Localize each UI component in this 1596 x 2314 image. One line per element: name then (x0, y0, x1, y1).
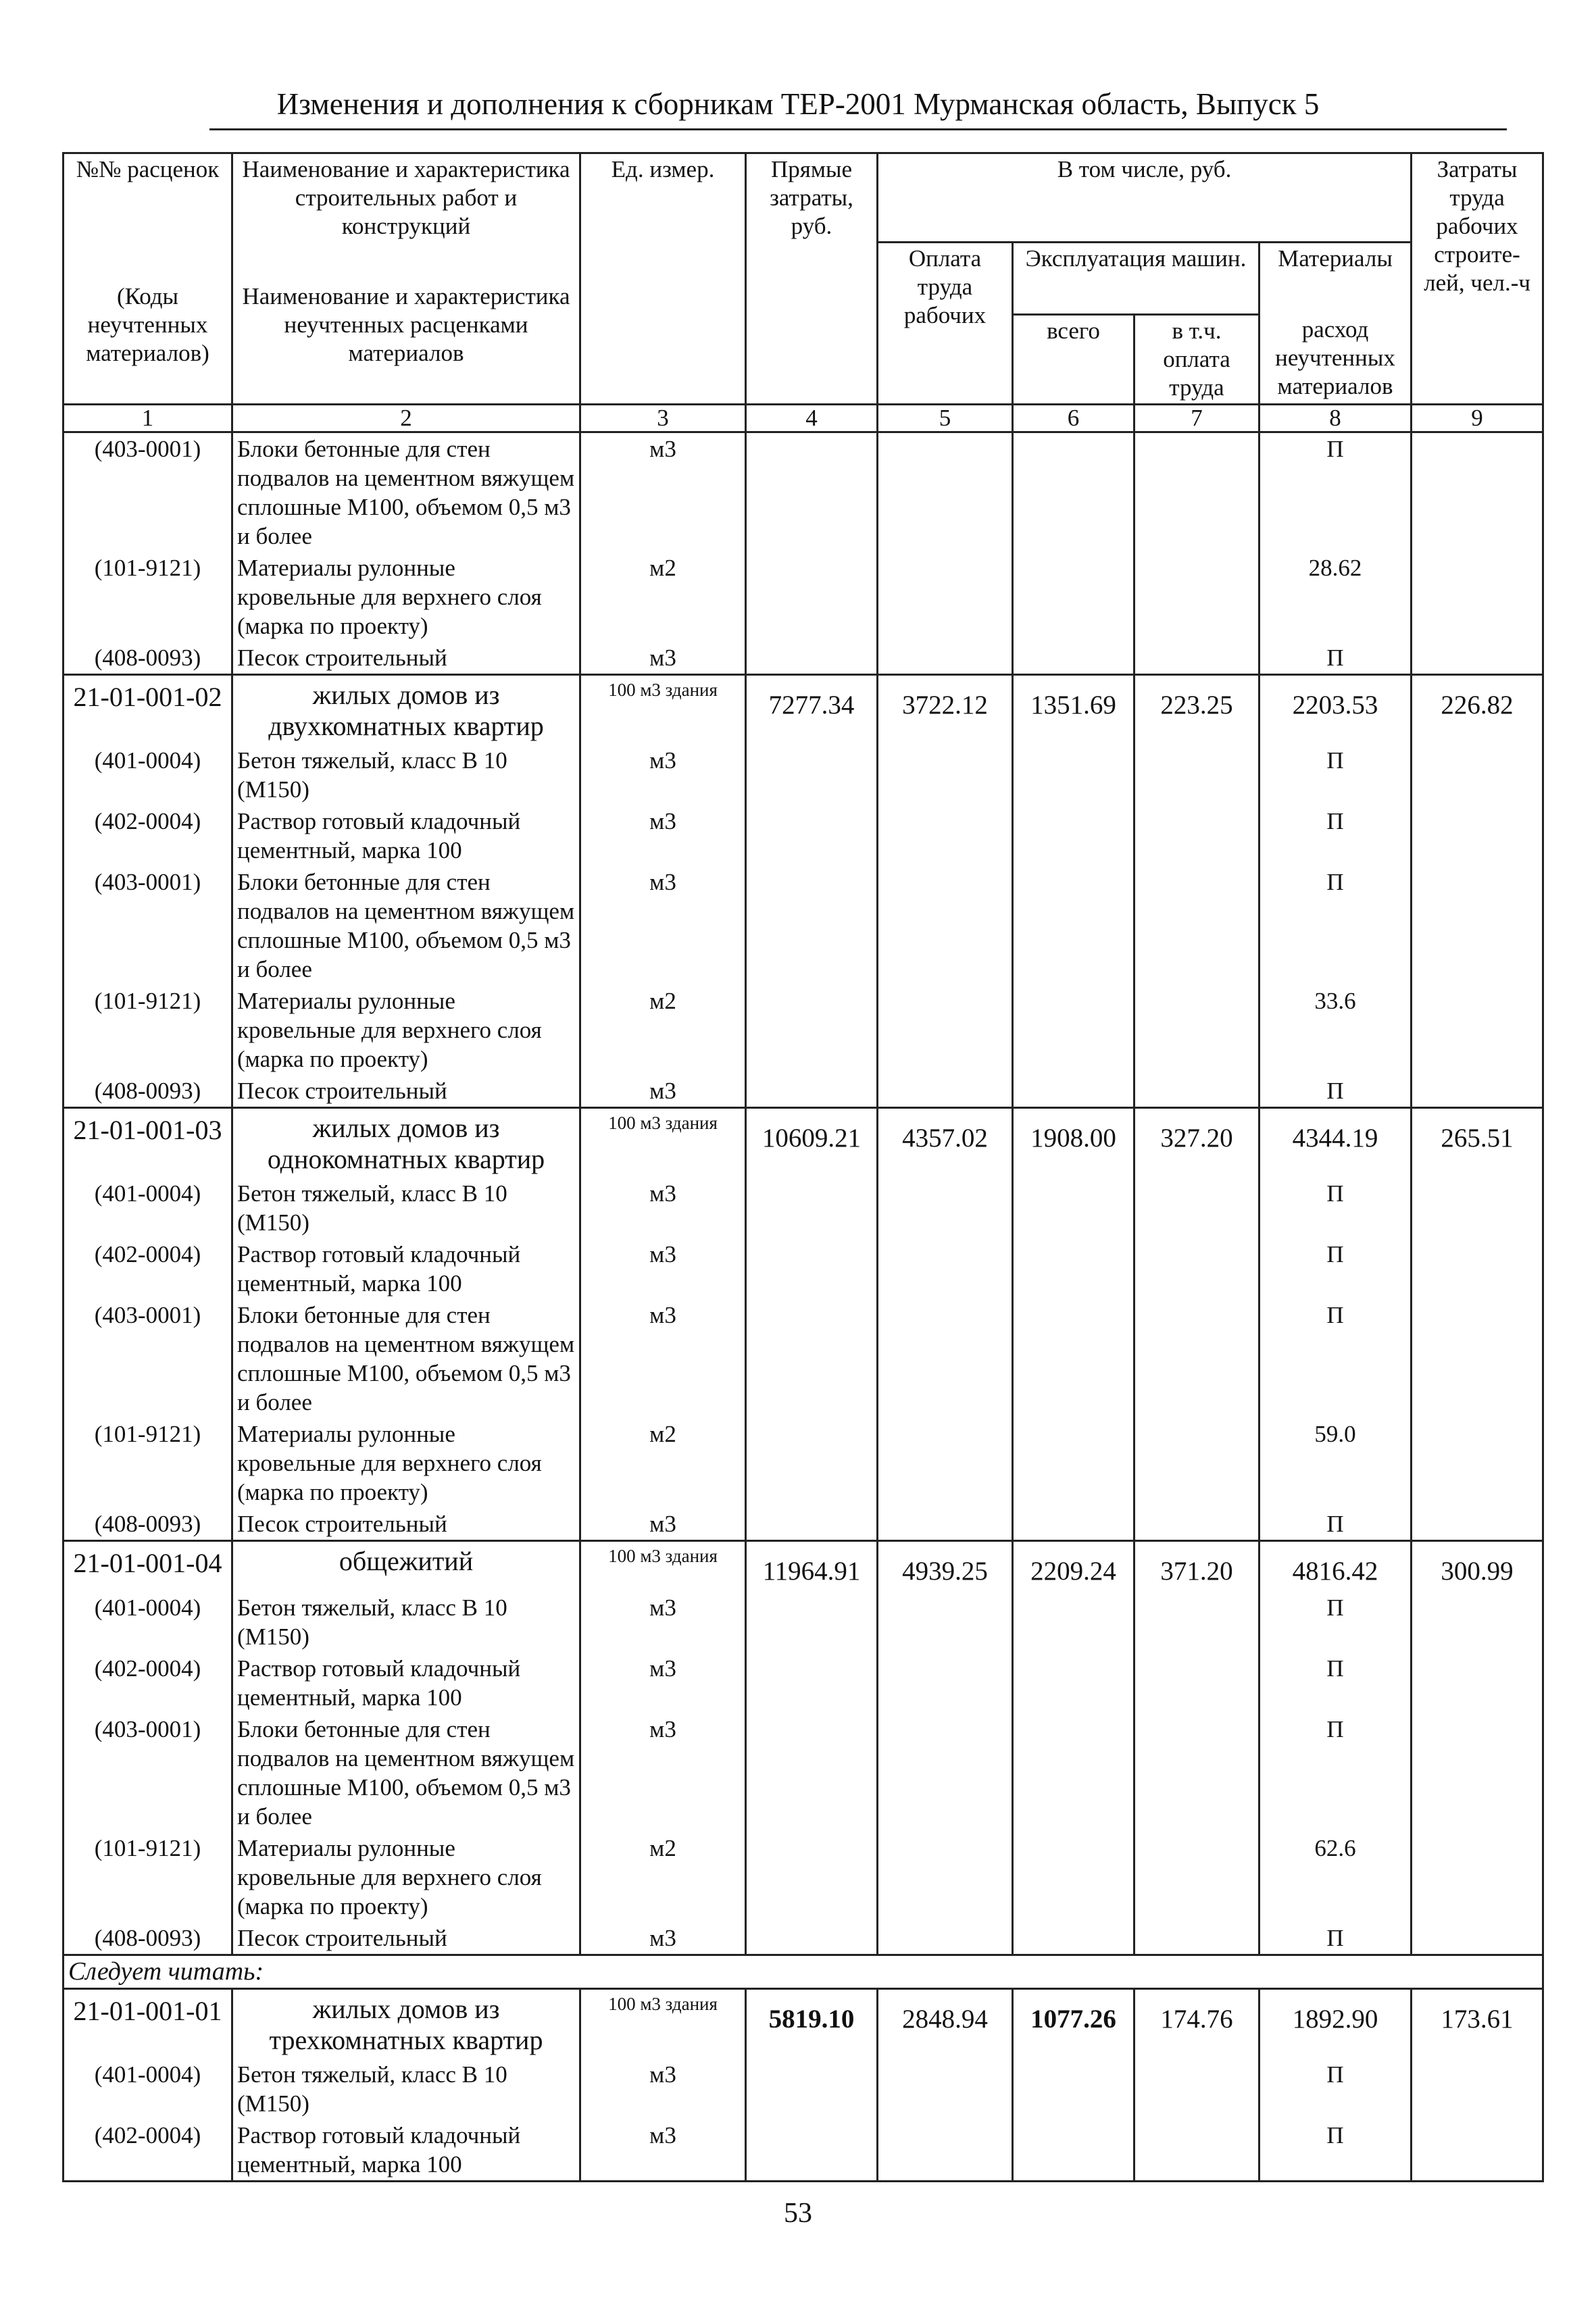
head-col5: Оплата труда рабочих (878, 242, 1013, 404)
material-row (64, 1922, 1543, 1955)
empty-cell (1013, 745, 1134, 805)
empty-cell (878, 1418, 1013, 1508)
empty-cell (1013, 2059, 1134, 2119)
material-consumption: П (1260, 432, 1412, 552)
empty-cell (1013, 552, 1134, 642)
empty-cell (1134, 866, 1260, 985)
column-number: 1 (64, 404, 232, 432)
material-code: (408-0093) (64, 1922, 232, 1955)
empty-cell (746, 866, 878, 985)
empty-cell (746, 1418, 878, 1508)
material-unit: м3 (580, 1508, 746, 1541)
empty-cell (1134, 552, 1260, 642)
page-header-title: Изменения и дополнения к сборникам ТЕР-2001 Мурманская область, Выпуск 5 (276, 87, 1320, 121)
empty-cell (746, 1832, 878, 1922)
empty-cell (1134, 1418, 1260, 1508)
section-note-row (64, 1955, 1543, 1988)
empty-cell (1134, 642, 1260, 675)
material-unit: м3 (580, 1075, 746, 1108)
empty-cell (1412, 1832, 1543, 1922)
empty-cell (746, 1713, 878, 1832)
empty-cell (1412, 1508, 1543, 1541)
material-name: Раствор готовый кладочный цементный, марка 100 (232, 2119, 580, 2182)
rate-direct-cost: 11964.91 (746, 1540, 878, 1592)
material-consumption: П (1260, 1653, 1412, 1713)
material-unit: м2 (580, 1832, 746, 1922)
material-code: (402-0004) (64, 2119, 232, 2182)
empty-cell (878, 1178, 1013, 1238)
material-name: Бетон тяжелый, класс В 10 (М150) (232, 1178, 580, 1238)
empty-cell (1013, 985, 1134, 1075)
head-col8-top: Материалы (1260, 242, 1412, 314)
empty-cell (1412, 1178, 1543, 1238)
empty-cell (878, 552, 1013, 642)
material-row (64, 1178, 1543, 1238)
material-row (64, 1713, 1543, 1832)
rate-code: 21-01-001-02 (64, 674, 232, 745)
material-consumption: 59.0 (1260, 1418, 1412, 1508)
head-col6: всего (1013, 314, 1134, 404)
material-name: Бетон тяжелый, класс В 10 (М150) (232, 2059, 580, 2119)
rate-machines-total: 2209.24 (1013, 1540, 1134, 1592)
material-row (64, 985, 1543, 1075)
material-name: Раствор готовый кладочный цементный, марка 100 (232, 805, 580, 866)
material-code: (401-0004) (64, 1592, 232, 1653)
empty-cell (1412, 1922, 1543, 1955)
empty-cell (1013, 642, 1134, 675)
empty-cell (746, 2119, 878, 2182)
empty-cell (878, 642, 1013, 675)
section-note: Следует читать: (64, 1955, 1543, 1988)
column-number: 9 (1412, 404, 1543, 432)
empty-cell (1134, 1299, 1260, 1418)
rate-unit: 100 м3 здания (580, 1540, 746, 1592)
empty-cell (1013, 1075, 1134, 1108)
material-name: Песок строительный (232, 1075, 580, 1108)
material-row (64, 1418, 1543, 1508)
material-unit: м3 (580, 1178, 746, 1238)
empty-cell (746, 1178, 878, 1238)
material-name: Раствор готовый кладочный цементный, марка 100 (232, 1238, 580, 1299)
rate-name: жилых домов из двухкомнатных квартир (232, 674, 580, 745)
material-row (64, 1238, 1543, 1299)
empty-cell (878, 1832, 1013, 1922)
material-row (64, 1508, 1543, 1541)
page-number: 53 (784, 2198, 812, 2229)
rate-machines-total: 1077.26 (1013, 1988, 1134, 2059)
material-code: (402-0004) (64, 1653, 232, 1713)
empty-cell (1013, 1653, 1134, 1713)
material-name: Блоки бетонные для стен подвалов на цементном вяжущем сплошные М100, объемом 0,5 м3 и более (232, 1299, 580, 1418)
material-consumption: 33.6 (1260, 985, 1412, 1075)
empty-cell (1013, 1592, 1134, 1653)
empty-cell (746, 1238, 878, 1299)
material-unit: м3 (580, 1713, 746, 1832)
empty-cell (1013, 432, 1134, 552)
empty-cell (1134, 1713, 1260, 1832)
rate-direct-cost: 5819.10 (746, 1988, 878, 2059)
empty-cell (878, 1508, 1013, 1541)
rate-labor-pay: 4357.02 (878, 1107, 1013, 1178)
material-unit: м3 (580, 2119, 746, 2182)
material-code: (101-9121) (64, 1418, 232, 1508)
empty-cell (746, 985, 878, 1075)
empty-cell (1013, 1832, 1134, 1922)
head-col67: Эксплуатация машин. (1013, 242, 1260, 314)
empty-cell (1013, 1299, 1134, 1418)
head-col4: Прямые затраты, руб. (746, 153, 878, 405)
empty-cell (1412, 1299, 1543, 1418)
rate-materials: 4816.42 (1260, 1540, 1412, 1592)
material-name: Бетон тяжелый, класс В 10 (М150) (232, 745, 580, 805)
empty-cell (746, 805, 878, 866)
material-name: Материалы рулонные кровельные для верхнего слоя (марка по проекту) (232, 1418, 580, 1508)
material-unit: м3 (580, 805, 746, 866)
rate-labor-hours: 226.82 (1412, 674, 1543, 745)
empty-cell (878, 1075, 1013, 1108)
material-name: Материалы рулонные кровельные для верхнего слоя (марка по проекту) (232, 552, 580, 642)
empty-cell (746, 1508, 878, 1541)
rate-labor-pay: 4939.25 (878, 1540, 1013, 1592)
empty-cell (746, 1922, 878, 1955)
empty-cell (1412, 866, 1543, 985)
rate-labor-hours: 173.61 (1412, 1988, 1543, 2059)
material-consumption: П (1260, 1922, 1412, 1955)
material-code: (101-9121) (64, 552, 232, 642)
material-consumption: П (1260, 2119, 1412, 2182)
empty-cell (878, 1922, 1013, 1955)
column-number: 6 (1013, 404, 1134, 432)
material-unit: м3 (580, 745, 746, 805)
empty-cell (878, 432, 1013, 552)
material-unit: м2 (580, 985, 746, 1075)
rate-code: 21-01-001-04 (64, 1540, 232, 1592)
material-consumption: П (1260, 2059, 1412, 2119)
rate-name: жилых домов из трехкомнатных квартир (232, 1988, 580, 2059)
empty-cell (878, 866, 1013, 985)
empty-cell (1412, 1653, 1543, 1713)
empty-cell (746, 552, 878, 642)
material-code: (403-0001) (64, 432, 232, 552)
material-consumption: П (1260, 1075, 1412, 1108)
empty-cell (1134, 1922, 1260, 1955)
material-consumption: П (1260, 1592, 1412, 1653)
material-name: Блоки бетонные для стен подвалов на цементном вяжущем сплошные М100, объемом 0,5 м3 и более (232, 432, 580, 552)
header-rule (209, 128, 1507, 130)
material-consumption: П (1260, 642, 1412, 675)
empty-cell (1013, 1713, 1134, 1832)
material-unit: м3 (580, 2059, 746, 2119)
empty-cell (746, 1299, 878, 1418)
rate-machines-total: 1908.00 (1013, 1107, 1134, 1178)
empty-cell (1134, 2059, 1260, 2119)
material-code: (403-0001) (64, 866, 232, 985)
material-code: (408-0093) (64, 1508, 232, 1541)
empty-cell (746, 642, 878, 675)
head-col2-top: Наименование и характеристика строительных работ и конструкций (232, 153, 580, 243)
material-row (64, 552, 1543, 642)
empty-cell (1412, 1075, 1543, 1108)
empty-cell (1013, 1418, 1134, 1508)
rate-materials: 4344.19 (1260, 1107, 1412, 1178)
material-consumption: П (1260, 1299, 1412, 1418)
material-name: Блоки бетонные для стен подвалов на цементном вяжущем сплошные М100, объемом 0,5 м3 и более (232, 866, 580, 985)
rate-materials: 2203.53 (1260, 674, 1412, 745)
material-unit: м3 (580, 1592, 746, 1653)
empty-cell (1134, 745, 1260, 805)
empty-cell (1412, 642, 1543, 675)
material-unit: м3 (580, 1238, 746, 1299)
empty-cell (1412, 985, 1543, 1075)
material-consumption: П (1260, 1508, 1412, 1541)
empty-cell (1013, 866, 1134, 985)
empty-cell (1134, 985, 1260, 1075)
empty-cell (1134, 1653, 1260, 1713)
empty-cell (1134, 432, 1260, 552)
empty-cell (1013, 805, 1134, 866)
rate-unit: 100 м3 здания (580, 1107, 746, 1178)
empty-cell (1134, 1075, 1260, 1108)
material-consumption: П (1260, 1178, 1412, 1238)
material-consumption: П (1260, 1238, 1412, 1299)
empty-cell (746, 2059, 878, 2119)
empty-cell (878, 985, 1013, 1075)
empty-cell (1412, 432, 1543, 552)
material-name: Песок строительный (232, 1508, 580, 1541)
empty-cell (1013, 1178, 1134, 1238)
rate-machines-labor: 327.20 (1134, 1107, 1260, 1178)
empty-cell (1134, 1592, 1260, 1653)
rate-materials: 1892.90 (1260, 1988, 1412, 2059)
material-unit: м3 (580, 642, 746, 675)
rate-unit: 100 м3 здания (580, 674, 746, 745)
head-col1-bottom: (Коды неучтенных материалов) (64, 242, 232, 404)
rate-labor-pay: 2848.94 (878, 1988, 1013, 2059)
rate-row (64, 1107, 1543, 1178)
empty-cell (746, 432, 878, 552)
empty-cell (1412, 745, 1543, 805)
empty-cell (1412, 805, 1543, 866)
rate-labor-pay: 3722.12 (878, 674, 1013, 745)
empty-cell (878, 1713, 1013, 1832)
rate-row (64, 1540, 1543, 1592)
material-row (64, 432, 1543, 552)
material-code: (401-0004) (64, 1178, 232, 1238)
material-row (64, 805, 1543, 866)
material-consumption: П (1260, 805, 1412, 866)
head-col1-top: №№ расценок (64, 153, 232, 243)
rate-machines-labor: 223.25 (1134, 674, 1260, 745)
column-number: 5 (878, 404, 1013, 432)
rate-code: 21-01-001-01 (64, 1988, 232, 2059)
empty-cell (1134, 1178, 1260, 1238)
material-consumption: 28.62 (1260, 552, 1412, 642)
empty-cell (1013, 1238, 1134, 1299)
empty-cell (878, 1653, 1013, 1713)
empty-cell (746, 1653, 878, 1713)
empty-cell (1412, 2059, 1543, 2119)
material-name: Раствор готовый кладочный цементный, марка 100 (232, 1653, 580, 1713)
rate-row (64, 1988, 1543, 2059)
material-row (64, 2119, 1543, 2182)
empty-cell (878, 1592, 1013, 1653)
empty-cell (1134, 2119, 1260, 2182)
empty-cell (878, 805, 1013, 866)
empty-cell (1013, 1508, 1134, 1541)
rate-code: 21-01-001-03 (64, 1107, 232, 1178)
material-name: Блоки бетонные для стен подвалов на цементном вяжущем сплошные М100, объемом 0,5 м3 и более (232, 1713, 580, 1832)
material-name: Песок строительный (232, 642, 580, 675)
rate-labor-hours: 300.99 (1412, 1540, 1543, 1592)
material-code: (401-0004) (64, 2059, 232, 2119)
material-name: Песок строительный (232, 1922, 580, 1955)
material-row (64, 642, 1543, 675)
table-head (64, 153, 1543, 432)
empty-cell (1412, 1418, 1543, 1508)
material-code: (403-0001) (64, 1299, 232, 1418)
empty-cell (1412, 1713, 1543, 1832)
material-consumption: П (1260, 1713, 1412, 1832)
rate-labor-hours: 265.51 (1412, 1107, 1543, 1178)
rate-machines-labor: 174.76 (1134, 1988, 1260, 2059)
material-code: (401-0004) (64, 745, 232, 805)
material-row (64, 1075, 1543, 1108)
empty-cell (1013, 1922, 1134, 1955)
material-row (64, 1299, 1543, 1418)
rate-direct-cost: 10609.21 (746, 1107, 878, 1178)
empty-cell (1412, 2119, 1543, 2182)
head-col9: Затраты труда рабочих строите-лей, чел.-ч (1412, 153, 1543, 405)
material-consumption: 62.6 (1260, 1832, 1412, 1922)
head-col2-bottom: Наименование и характеристика неучтенных расценками материалов (232, 242, 580, 404)
empty-cell (878, 1299, 1013, 1418)
material-unit: м2 (580, 1418, 746, 1508)
head-col3: Ед. измер. (580, 153, 746, 405)
material-code: (101-9121) (64, 985, 232, 1075)
empty-cell (1412, 1592, 1543, 1653)
rate-direct-cost: 7277.34 (746, 674, 878, 745)
material-row (64, 866, 1543, 985)
material-row (64, 1592, 1543, 1653)
empty-cell (1134, 1238, 1260, 1299)
material-name: Бетон тяжелый, класс В 10 (М150) (232, 1592, 580, 1653)
empty-cell (1134, 805, 1260, 866)
empty-cell (878, 2119, 1013, 2182)
material-code: (402-0004) (64, 1238, 232, 1299)
empty-cell (1013, 2119, 1134, 2182)
material-consumption: П (1260, 745, 1412, 805)
empty-cell (878, 2059, 1013, 2119)
empty-cell (1412, 552, 1543, 642)
material-name: Материалы рулонные кровельные для верхнего слоя (марка по проекту) (232, 985, 580, 1075)
empty-cell (1134, 1832, 1260, 1922)
rates-table (62, 152, 1544, 2182)
material-code: (408-0093) (64, 1075, 232, 1108)
column-number: 3 (580, 404, 746, 432)
rate-machines-total: 1351.69 (1013, 674, 1134, 745)
rate-machines-labor: 371.20 (1134, 1540, 1260, 1592)
material-row (64, 2059, 1543, 2119)
material-consumption: П (1260, 866, 1412, 985)
material-unit: м3 (580, 432, 746, 552)
empty-cell (1412, 1238, 1543, 1299)
empty-cell (746, 1592, 878, 1653)
material-row (64, 1653, 1543, 1713)
material-name: Материалы рулонные кровельные для верхнего слоя (марка по проекту) (232, 1832, 580, 1922)
head-col8-bottom: расход неучтенных материалов (1260, 314, 1412, 404)
rate-row (64, 674, 1543, 745)
material-unit: м3 (580, 1653, 746, 1713)
material-unit: м3 (580, 866, 746, 985)
head-col7: в т.ч. оплата труда (1134, 314, 1260, 404)
empty-cell (746, 745, 878, 805)
rate-unit: 100 м3 здания (580, 1988, 746, 2059)
material-row (64, 745, 1543, 805)
column-numbers-row (64, 404, 1543, 432)
material-row (64, 1832, 1543, 1922)
column-number: 4 (746, 404, 878, 432)
empty-cell (1134, 1508, 1260, 1541)
column-number: 7 (1134, 404, 1260, 432)
material-code: (403-0001) (64, 1713, 232, 1832)
column-number: 8 (1260, 404, 1412, 432)
table-body (64, 432, 1543, 2181)
empty-cell (878, 1238, 1013, 1299)
material-code: (408-0093) (64, 642, 232, 675)
material-code: (101-9121) (64, 1832, 232, 1922)
material-unit: м3 (580, 1922, 746, 1955)
column-number: 2 (232, 404, 580, 432)
rate-name: общежитий (232, 1540, 580, 1592)
material-code: (402-0004) (64, 805, 232, 866)
empty-cell (878, 745, 1013, 805)
rate-name: жилых домов из однокомнатных квартир (232, 1107, 580, 1178)
empty-cell (746, 1075, 878, 1108)
head-group: В том числе, руб. (878, 153, 1412, 243)
material-unit: м2 (580, 552, 746, 642)
material-unit: м3 (580, 1299, 746, 1418)
